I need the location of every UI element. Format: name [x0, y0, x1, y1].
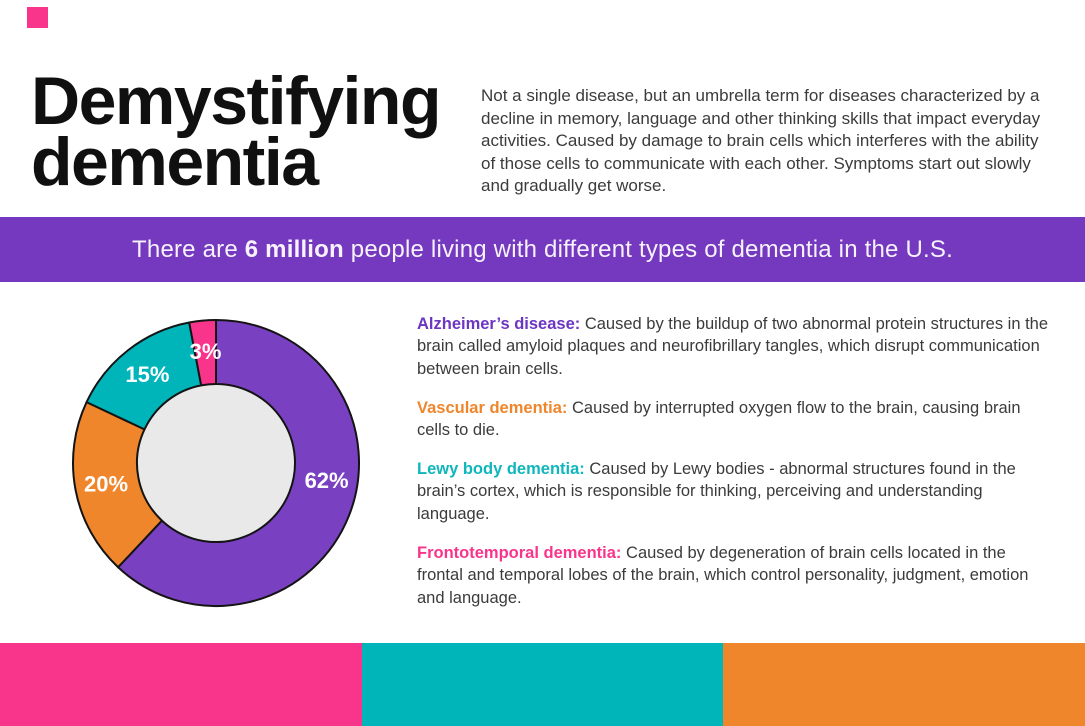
- slice-label: 20%: [83, 471, 129, 497]
- page-title-line1: Demystifying: [31, 63, 440, 139]
- corner-accent-square: [27, 7, 48, 28]
- definition-text: Caused by interrupted oxygen flow to the brain, causing brain cells to die.: [417, 398, 1021, 440]
- definition-term: Vascular dementia:: [417, 398, 568, 417]
- definition-text: Caused by Lewy bodies - abnormal structures found in the brain’s cortex, which is responsible for thinking, perceiving and understanding language.: [417, 460, 1016, 523]
- definitions-list: [417, 313, 1049, 625]
- definition-term: Lewy body dementia:: [417, 460, 585, 479]
- definition-text: Caused by degeneration of brain cells located in the frontal and temporal lobes of the brain, which control personality, judgment, emotion and language.: [417, 543, 1029, 607]
- stat-banner-text: [132, 236, 953, 264]
- definition-term: Frontotemporal dementia:: [417, 543, 622, 562]
- slice-label: 3%: [189, 339, 222, 365]
- definition-item: [417, 397, 1049, 442]
- stat-banner: [0, 217, 1085, 282]
- stat-banner-suffix: people living with different types of dementia in the U.S.: [343, 235, 953, 263]
- donut-chart: [70, 317, 362, 609]
- definition-term: Alzheimer’s disease:: [417, 315, 581, 333]
- footer-stripe: [723, 643, 1085, 726]
- stat-banner-prefix: There are: [132, 235, 245, 263]
- footer-stripe: [362, 643, 724, 726]
- definition-item: [417, 313, 1049, 380]
- definition-item: [417, 458, 1049, 525]
- slice-label: 15%: [125, 362, 170, 388]
- page-title: [31, 63, 440, 200]
- stat-banner-number: 6 million: [244, 235, 344, 263]
- footer-stripe: [0, 643, 362, 726]
- page-title-line2: dementia: [31, 124, 318, 200]
- intro-paragraph: Not a single disease, but an umbrella term for diseases characterized by a decline in memory, language and other thinking skills that impact everyday activities. Caused by damage to brain cells which interferes with the ability of those cells to communicate with each other. Symptoms start out slowly and gradually get worse.: [481, 86, 1041, 195]
- definition-text: Caused by the buildup of two abnormal protein structures in the brain called amyloid plaques and neurofibrillary tangles, which disrupt communication between brain cells.: [417, 315, 1049, 378]
- definition-item: [417, 542, 1049, 609]
- slice-label: 62%: [304, 468, 349, 494]
- footer-stripes: [0, 643, 1085, 726]
